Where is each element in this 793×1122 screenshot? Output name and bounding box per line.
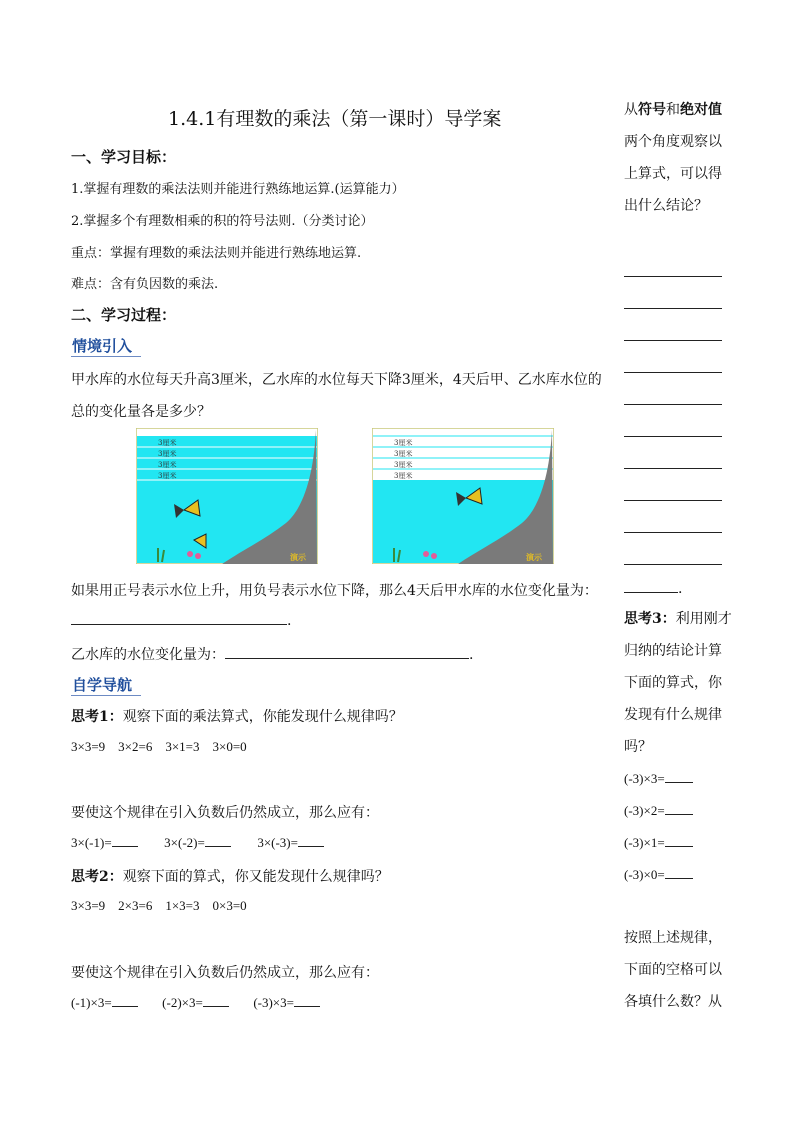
depth-label: 3厘米 (394, 472, 413, 480)
fill-blank[interactable] (294, 994, 320, 1007)
demo-label: 演示 (526, 552, 542, 562)
think-3 (624, 603, 734, 763)
blank-label: 3×(-2)= (164, 835, 205, 850)
answer-line[interactable] (624, 340, 722, 341)
think-1-blanks (71, 834, 324, 851)
answer-line[interactable] (624, 308, 722, 309)
section-situation: 情境引入 (72, 337, 133, 355)
fill-blank[interactable] (665, 866, 693, 879)
depth-label: 3厘米 (158, 472, 177, 480)
fill-blank[interactable] (112, 994, 138, 1007)
think-2 (71, 866, 389, 886)
problem-line-1: 甲水库的水位每天升高3厘米，乙水库的水位每天下降3厘米，4天后甲、乙水库水位的 (71, 372, 602, 388)
side-eq (624, 866, 693, 883)
rule-text-1: 要使这个规律在引入负数后仍然成立，那么应有： (71, 805, 379, 821)
sidebar-prompt (624, 94, 734, 222)
think-2-text: 观察下面的算式，你又能发现什么规律吗？ (122, 869, 389, 885)
side-eq (624, 770, 693, 787)
goal-1: 1.掌握有理数的乘法法则并能进行熟练地运算.(运算能力） (71, 182, 405, 197)
problem-line-2: 总的变化量各是多少？ (71, 404, 211, 420)
answer-last (624, 580, 682, 597)
depth-label: 3厘米 (158, 450, 177, 458)
eq-label: (-3)×2= (624, 803, 665, 818)
period: . (287, 613, 292, 629)
fill-blank[interactable] (203, 994, 229, 1007)
fill-blank[interactable] (205, 834, 231, 847)
fill-blank[interactable] (665, 802, 693, 815)
section-underline (71, 695, 141, 696)
sidebar-bold: 符号 (638, 102, 666, 118)
rule-text-2: 要使这个规律在引入负数后仍然成立，那么应有： (71, 965, 379, 981)
answer-line[interactable] (624, 532, 722, 533)
answer-line[interactable] (624, 468, 722, 469)
key-point: 重点：掌握有理数的乘法法则并能进行熟练地运算. (71, 246, 362, 261)
blank-label: 3×(-3)= (257, 835, 298, 850)
question-b-text: 乙水库的水位变化量为： (71, 647, 225, 663)
section-self-study: 自学导航 (72, 676, 133, 694)
demo-label: 演示 (290, 552, 306, 562)
eq-label: (-3)×1= (624, 835, 665, 850)
period: . (469, 647, 474, 663)
fill-blank[interactable] (112, 834, 138, 847)
answer-line[interactable] (624, 276, 722, 277)
sidebar-bold: 绝对值 (680, 102, 722, 118)
goals-heading: 一、学习目标： (71, 148, 177, 166)
sidebar-text: 和 (666, 102, 680, 118)
reservoir-figure-b (372, 428, 554, 564)
eq-label: (-3)×0= (624, 867, 665, 882)
answer-line[interactable] (624, 404, 722, 405)
page-title: 1.4.1有理数的乘法（第一课时）导学案 (168, 108, 502, 130)
think-3-label: 思考3： (624, 611, 676, 627)
think-2-blanks (71, 994, 320, 1011)
question-b (71, 644, 473, 664)
depth-label: 3厘米 (394, 461, 413, 469)
difficulty: 难点：含有负因数的乘法. (71, 277, 219, 292)
blank-label: (-1)×3= (71, 995, 112, 1010)
section-underline (71, 356, 141, 357)
answer-a-line (71, 612, 291, 629)
period: . (678, 581, 683, 597)
fill-blank[interactable] (665, 770, 693, 783)
side-eq (624, 834, 693, 851)
answer-blank[interactable] (624, 580, 678, 593)
answer-line[interactable] (624, 436, 722, 437)
depth-label: 3厘米 (394, 439, 413, 447)
eq-label: (-3)×3= (624, 771, 665, 786)
depth-label: 3厘米 (158, 461, 177, 469)
sidebar-text: 从 (624, 102, 638, 118)
side-eq (624, 802, 693, 819)
process-heading: 二、学习过程： (71, 306, 177, 324)
depth-label: 3厘米 (394, 450, 413, 458)
answer-line[interactable] (624, 564, 722, 565)
think-2-label: 思考2： (71, 869, 123, 885)
sidebar-text: 两个角度观察以上算式，可以得出什么结论？ (624, 134, 722, 214)
blank-label: (-2)×3= (162, 995, 203, 1010)
reservoir-figure-a (136, 428, 318, 564)
blank-label: (-3)×3= (253, 995, 294, 1010)
answer-b-blank[interactable] (225, 646, 469, 659)
think-1-equations: 3×3=9 3×2=6 3×1=3 3×0=0 (71, 739, 247, 754)
think-2-equations: 3×3=9 2×3=6 1×3=3 0×3=0 (71, 898, 247, 913)
answer-a-blank[interactable] (71, 612, 287, 625)
think-3-text: 利用刚才归纳的结论计算下面的算式，你发现有什么规律吗？ (624, 611, 732, 755)
depth-label: 3厘米 (158, 439, 177, 447)
answer-line[interactable] (624, 372, 722, 373)
fill-blank[interactable] (298, 834, 324, 847)
fill-blank[interactable] (665, 834, 693, 847)
think-1-text: 观察下面的乘法算式，你能发现什么规律吗？ (122, 709, 403, 725)
question-a: 如果用正号表示水位上升，用负号表示水位下降，那么4天后甲水库的水位变化量为： (71, 583, 598, 599)
think-1-label: 思考1： (71, 709, 123, 725)
blank-label: 3×(-1)= (71, 835, 112, 850)
answer-line[interactable] (624, 500, 722, 501)
think-1 (71, 706, 403, 726)
sidebar-bottom-text: 按照上述规律，下面的空格可以各填什么数？从 (624, 930, 722, 1010)
goal-2: 2.掌握多个有理数相乘的积的符号法则.（分类讨论） (71, 214, 374, 229)
